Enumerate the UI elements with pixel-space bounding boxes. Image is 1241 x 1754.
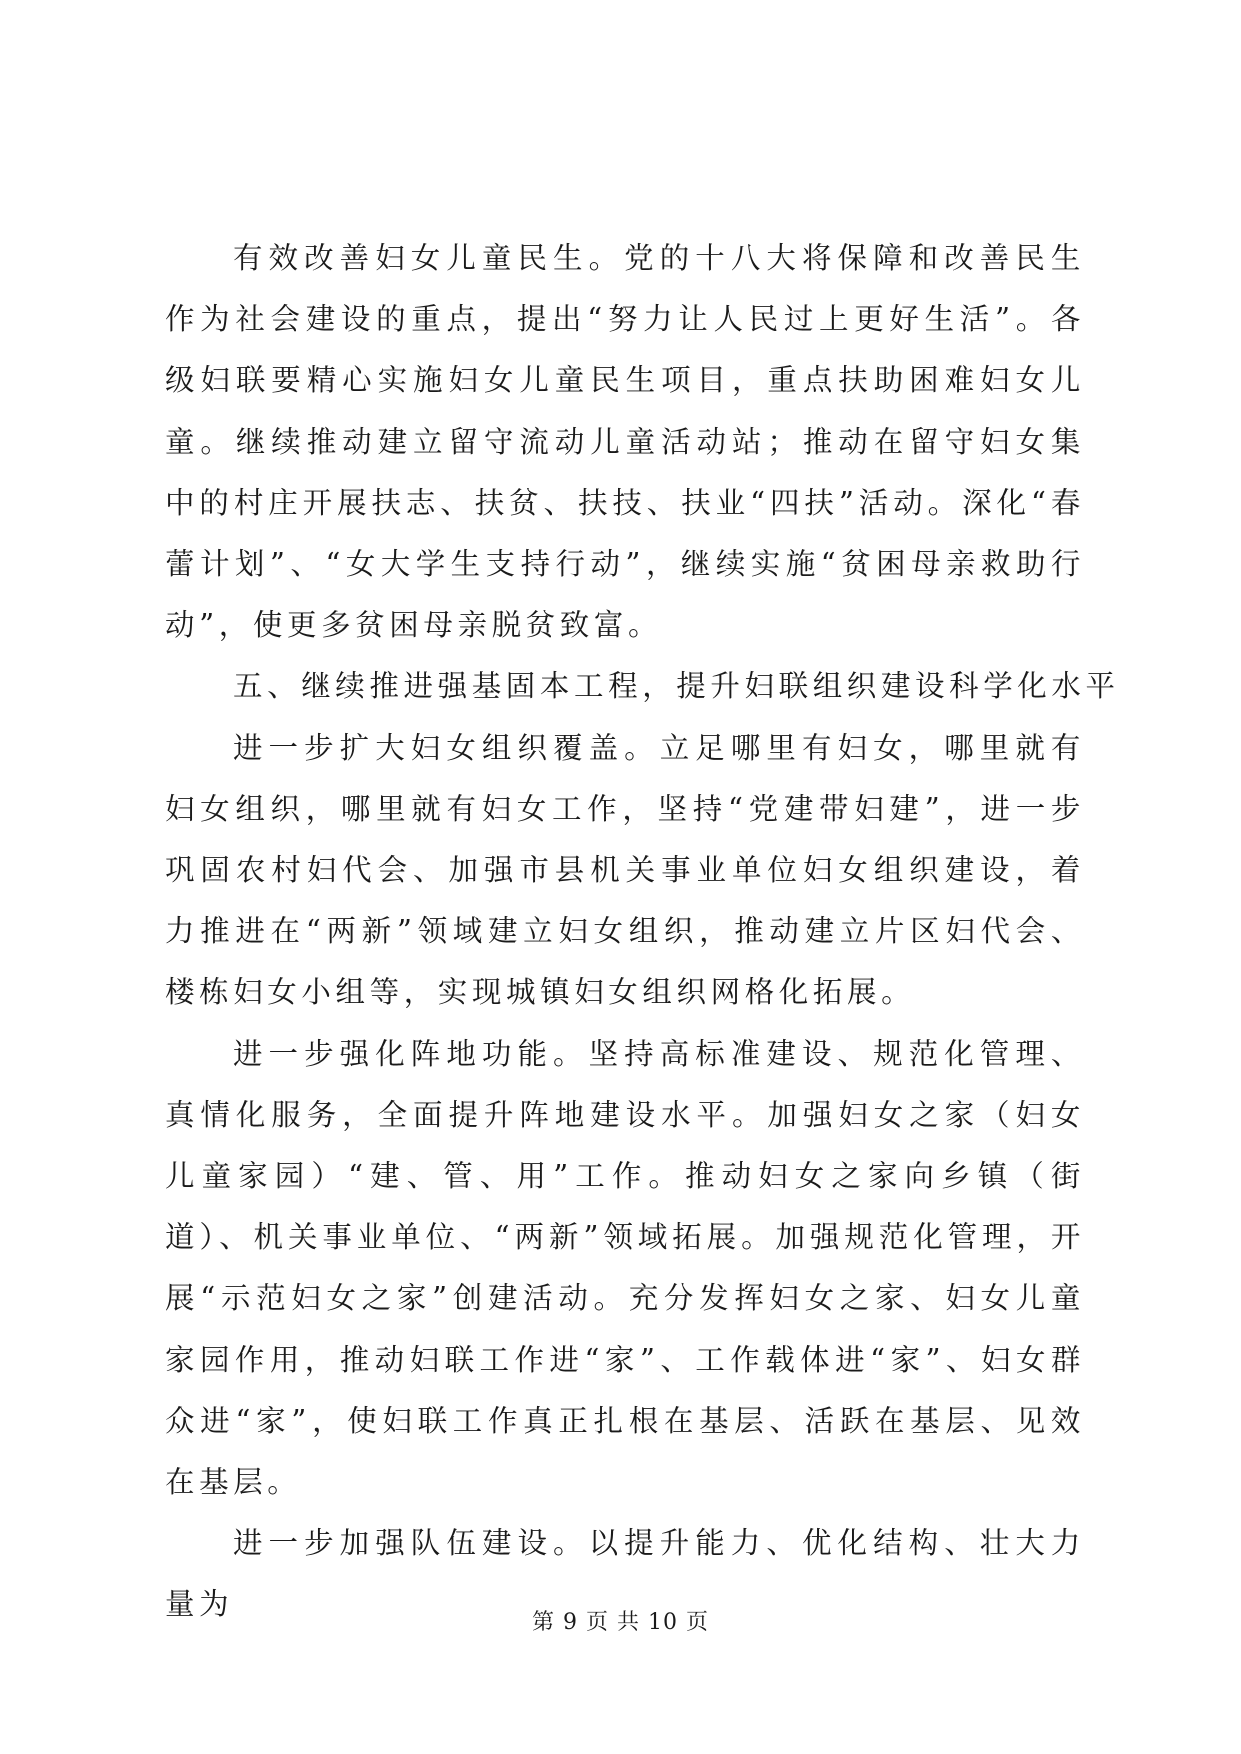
page-number-footer: 第 9 页 共 10 页 [532,1610,709,1635]
paragraph-expand-organization-coverage: 进一步扩大妇女组织覆盖。立足哪里有妇女，哪里就有妇女组织，哪里就有妇女工作，坚持“党建带妇建”，进一步巩固农村妇代会、加强市县机关事业单位妇女组织建设，着力推进在“两新”领域建立妇女组织，推动建立片区妇代会、楼栋妇女小组等，实现城镇妇女组织网格化拓展。 [165,730,1085,1010]
document-body [165,228,1120,1636]
paragraph-strengthen-position-function: 进一步强化阵地功能。坚持高标准建设、规范化管理、真情化服务，全面提升阵地建设水平。加强妇女之家（妇女儿童家园）“建、管、用”工作。推动妇女之家向乡镇（街道）、机关事业单位、“两新”领域拓展。加强规范化管理，开展“示范妇女之家”创建活动。充分发挥妇女之家、妇女儿童家园作用，推动妇联工作进“家”、工作载体进“家”、妇女群众进“家”，使妇联工作真正扎根在基层、活跃在基层、见效在基层。 [165,1036,1085,1500]
paragraph-women-children-livelihood: 有效改善妇女儿童民生。党的十八大将保障和改善民生作为社会建设的重点，提出“努力让人民过上更好生活”。各级妇联要精心实施妇女儿童民生项目，重点扶助困难妇女儿童。继续推动建立留守流动儿童活动站；推动在留守妇女集中的村庄开展扶志、扶贫、扶技、扶业“四扶”活动。深化“春蕾计划”、“女大学生支持行动”，继续实施“贫困母亲救助行动”，使更多贫困母亲脱贫致富。 [165,241,1085,643]
section-heading-five: 五、继续推进强基固本工程，提升妇联组织建设科学化水平 [233,669,1120,704]
paragraph-team-building: 进一步加强队伍建设。以提升能力、优化结构、壮大力量为 [165,1526,1085,1622]
